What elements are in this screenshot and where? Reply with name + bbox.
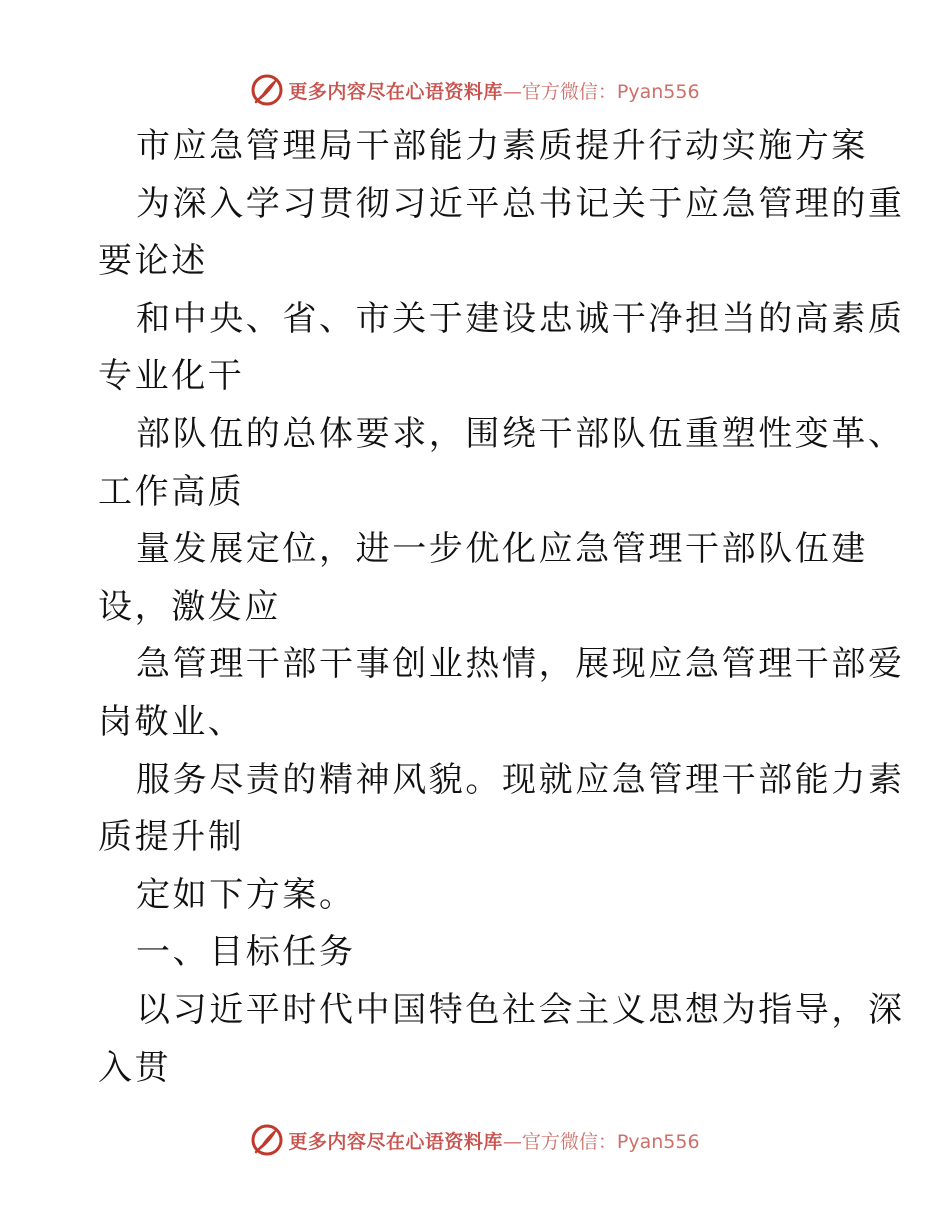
text-line: 要论述 bbox=[98, 241, 208, 282]
document-body bbox=[98, 118, 905, 1097]
watermark-wechat-text: —官方微信：Pyan556 bbox=[502, 80, 700, 103]
quill-logo-icon bbox=[250, 73, 284, 107]
text-line: 以习近平时代中国特色社会主义思想为指导，深 bbox=[136, 989, 905, 1030]
text-line: 急管理干部干事创业热情，展现应急管理干部爱 bbox=[136, 644, 905, 685]
text-line: 为深入学习贯彻习近平总书记关于应急管理的重 bbox=[136, 183, 905, 224]
text-line: 岗敬业、 bbox=[98, 701, 245, 742]
text-line: 专业化干 bbox=[98, 356, 245, 397]
header-watermark bbox=[0, 70, 950, 110]
text-line: 工作高质 bbox=[98, 471, 245, 512]
watermark-main-text: 更多内容尽在心语资料库 bbox=[288, 80, 503, 103]
text-line: 质提升制 bbox=[98, 817, 245, 858]
text-line: 部队伍的总体要求，围绕干部队伍重塑性变革、 bbox=[136, 413, 905, 454]
watermark-main-text: 更多内容尽在心语资料库 bbox=[288, 1130, 503, 1153]
text-line: 和中央、省、市关于建设忠诚干净担当的高素质 bbox=[136, 298, 905, 339]
document-title: 市应急管理局干部能力素质提升行动实施方案 bbox=[136, 126, 868, 166]
text-line: 定如下方案。 bbox=[136, 874, 356, 915]
section-heading: 一、目标任务 bbox=[136, 932, 356, 973]
footer-watermark bbox=[0, 1120, 950, 1160]
quill-logo-icon bbox=[250, 1123, 284, 1157]
watermark-wechat-text: —官方微信：Pyan556 bbox=[502, 1130, 700, 1153]
text-line: 设，激发应 bbox=[98, 586, 281, 627]
text-line: 服务尽责的精神风貌。现就应急管理干部能力素 bbox=[136, 759, 905, 800]
text-line: 量发展定位，进一步优化应急管理干部队伍建 bbox=[136, 529, 868, 570]
text-line: 入贯 bbox=[98, 1047, 172, 1088]
